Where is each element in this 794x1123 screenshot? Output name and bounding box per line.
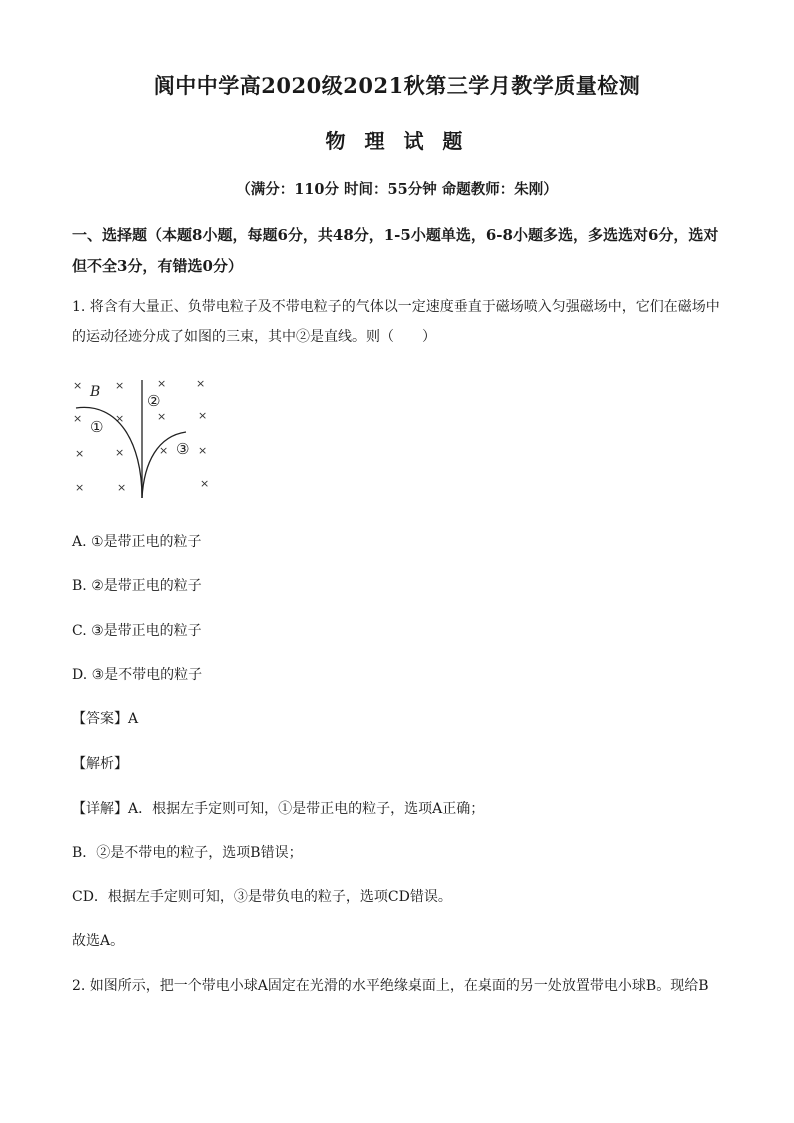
question-2-stem: 2. 如图所示，把一个带电小球A固定在光滑的水平绝缘桌面上，在桌面的另一处放置带电小球B。现给B: [72, 978, 709, 994]
field-cross: ×: [159, 444, 169, 457]
explanation-line-4: 故选A。: [72, 933, 125, 949]
field-cross: ×: [115, 379, 125, 392]
page-title: 阆中中学高2020级2021秋第三学月教学质量检测: [153, 73, 641, 98]
field-cross: ×: [198, 409, 208, 422]
field-cross: ×: [75, 481, 85, 494]
explanation-line-3: CD．根据左手定则可知，③是带负电的粒子，选项CD错误。: [72, 889, 452, 905]
magnetic-field-figure: [68, 372, 218, 502]
option-b: B. ②是带正电的粒子: [72, 578, 202, 594]
track-label-1: ①: [90, 418, 104, 436]
track-label-2: ②: [147, 392, 161, 410]
option-d: D. ③是不带电的粒子: [72, 667, 203, 683]
field-cross: ×: [117, 481, 127, 494]
field-cross: ×: [198, 444, 208, 457]
answer-line: 【答案】A: [72, 711, 139, 727]
field-cross: ×: [157, 377, 167, 390]
field-cross: ×: [73, 412, 83, 425]
question-1-stem: 1. 将含有大量正、负带电粒子及不带电粒子的气体以一定速度垂直于磁场喷入匀强磁场中，它们在磁场中的运动径迹分成了如图的三束，其中②是直线。则（ ）: [72, 299, 720, 345]
track-1-curve: [76, 407, 142, 498]
option-a: A. ①是带正电的粒子: [72, 534, 202, 550]
field-cross: ×: [196, 377, 206, 390]
field-cross: ×: [157, 410, 167, 423]
explanation-line-2: B．②是不带电的粒子，选项B错误；: [72, 845, 303, 861]
page-subtitle: 物 理 试 题: [325, 129, 469, 153]
option-c: C. ③是带正电的粒子: [72, 623, 202, 639]
field-cross: ×: [75, 447, 85, 460]
section-heading: 一、选择题（本题8小题，每题6分，共48分，1-5小题单选，6-8小题多选，多选选对6分，选对但不全3分，有错选0分）: [72, 226, 719, 275]
explanation-line-1: 【详解】A．根据左手定则可知，①是带正电的粒子，选项A正确；: [72, 801, 485, 817]
field-cross: ×: [115, 412, 125, 425]
field-cross: ×: [115, 446, 125, 459]
field-label-b: B: [90, 384, 101, 400]
field-cross: ×: [73, 379, 83, 392]
field-cross: ×: [200, 477, 210, 490]
analysis-label: 【解析】: [72, 756, 128, 772]
track-label-3: ③: [176, 440, 190, 458]
exam-meta: （满分：110分 时间：55分钟 命题教师：朱刚）: [236, 181, 558, 198]
